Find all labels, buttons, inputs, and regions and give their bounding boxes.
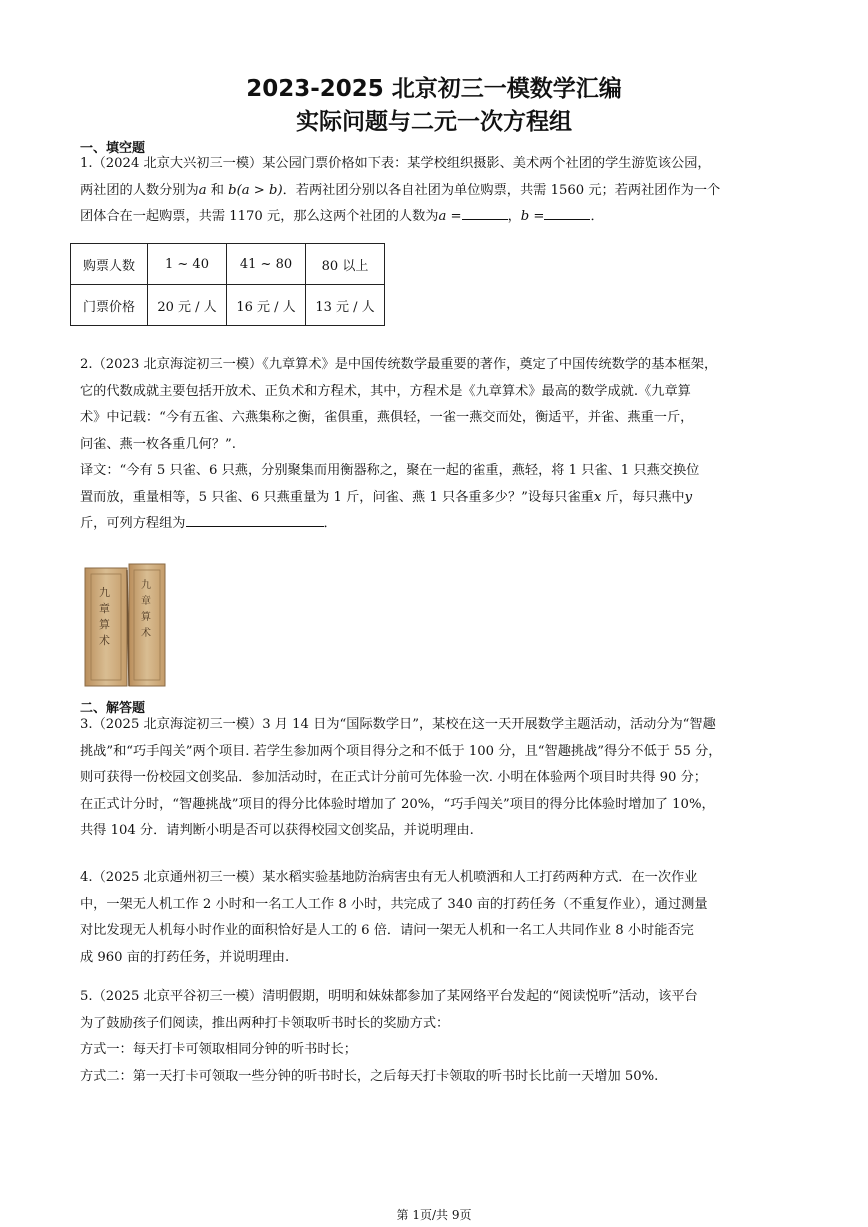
q3-line: 挑战”和“巧手闯关”两个项目. 若学生参加两个项目得分之和不低于 100 分，且“智趣挑战”得分不低于 55 分， (80, 743, 722, 759)
page-footer: 第 1页/共 9页 (396, 1208, 472, 1222)
book-image (83, 562, 167, 690)
table-header-cell: 门票价格 (71, 285, 148, 326)
section-heading-fill-blank: 一、填空题 (80, 141, 146, 156)
q5-line: 5.（2025 北京平谷初三一模）清明假期，明明和妹妹都参加了某网络平台发起的“阅读悦听”活动，该平台 (80, 989, 698, 1004)
q2-line: 2.（2023 北京海淀初三一模）《九章算术》是中国传统数学最重要的著作，奠定了中国传统数学的基本框架， (80, 357, 718, 372)
svg-text:章: 章 (99, 602, 110, 615)
q5-line: 为了鼓励孩子们阅读，推出两种打卡领取听书时长的奖励方式： (80, 1015, 450, 1031)
page-title: 2023-2025 北京初三一模数学汇编 (246, 76, 622, 102)
q3-line: 则可获得一份校园文创奖品．参加活动时，在正式计分前可先体验一次. 小明在体验两个项目时共得 90 分； (80, 770, 707, 785)
svg-text:算: 算 (141, 612, 151, 623)
q4-line: 4.（2025 北京通州初三一模）某水稻实验基地防治病害虫有无人机喷洒和人工打药两种方式．在一次作业 (80, 870, 698, 885)
section-heading-answer: 二、解答题 (80, 701, 146, 716)
svg-text:九: 九 (99, 586, 110, 599)
table-cell: 1 ~ 40 (148, 244, 227, 285)
q4-line: 成 960 亩的打药任务，并说明理由. (80, 949, 290, 965)
table-cell: 20 元 / 人 (148, 285, 227, 326)
question-3 (80, 712, 792, 845)
question-5 (80, 984, 792, 1090)
table-cell: 80 以上 (306, 244, 385, 285)
answer-blank-equation (186, 512, 324, 527)
q4-line: 对比发现无人机每小时作业的面积恰好是人工的 6 倍．请问一架无人机和一名工人共同作业 8 小时能否完 (80, 923, 694, 938)
q2-line: 术》中记载：“今有五雀、六燕集称之衡，雀俱重，燕俱轻，一雀一燕交而处，衡适平，并雀、燕重一斤， (80, 410, 694, 425)
table-header-cell: 购票人数 (71, 244, 148, 285)
q2-line: 斤，可列方程组为 ． (80, 511, 792, 538)
question-4 (80, 865, 792, 971)
q3-line: 在正式计分时，“智趣挑战”项目的得分比体验时增加了 20%，“巧手闯关”项目的得分比体验时增加了 10%， (80, 796, 715, 812)
q3-line: 共得 104 分．请判断小明是否可以获得校园文创奖品，并说明理由. (80, 823, 474, 838)
ticket-price-table (70, 243, 385, 326)
q1-line: 团体合在一起购票，共需 1170 元，那么这两个社团的人数为a = ，b = ． (80, 204, 792, 231)
q2-line: 译文：“今有 5 只雀、6 只燕，分别聚集而用衡器称之，聚在一起的雀重，燕轻，将 1 只雀、1 只燕交换位 (80, 463, 700, 478)
q1-line: 两社团的人数分别为a 和 b(a > b)．若两社团分别以各自社团为单位购票，共需 1560 元；若两社团作为一个 (80, 182, 721, 198)
svg-text:术: 术 (141, 628, 151, 639)
question-1 (80, 151, 792, 231)
svg-text:九: 九 (141, 580, 151, 591)
table-cell: 13 元 / 人 (306, 285, 385, 326)
table-row (71, 285, 385, 326)
svg-text:算: 算 (99, 618, 110, 631)
q2-line: 置而放，重量相等，5 只雀、6 只燕重量为 1 斤，问雀、燕 1 只各重多少？”设每只雀重x 斤，每只燕中y (80, 489, 693, 505)
q4-line: 中，一架无人机工作 2 小时和一名工人工作 8 小时，共完成了 340 亩的打药任务（不重复作业），通过测量 (80, 896, 708, 912)
table-cell: 41 ~ 80 (227, 244, 306, 285)
q2-line: 它的代数成就主要包括开放术、正负术和方程术，其中，方程术是《九章算术》最高的数学成就.《九章算 (80, 383, 691, 399)
answer-blank-a (462, 205, 508, 220)
q2-line: 问雀、燕一枚各重几何？”. (80, 436, 236, 452)
q1-line: 1.（2024 北京大兴初三一模）某公园门票价格如下表：某学校组织摄影、美术两个社团的学生游览该公园， (80, 156, 711, 171)
q5-line: 方式二：第一天打卡可领取一些分钟的听书时长，之后每天打卡领取的听书时长比前一天增加 50%. (80, 1068, 659, 1084)
answer-blank-b (544, 205, 590, 220)
table-row (71, 244, 385, 285)
page-subtitle: 实际问题与二元一次方程组 (296, 109, 572, 135)
svg-text:术: 术 (99, 634, 110, 647)
table-cell: 16 元 / 人 (227, 285, 306, 326)
q3-line: 3.（2025 北京海淀初三一模）3 月 14 日为“国际数学日”，某校在这一天开展数学主题活动，活动分为“智趣 (80, 717, 716, 732)
svg-text:章: 章 (141, 596, 151, 607)
q5-line: 方式一：每天打卡可领取相同分钟的听书时长； (80, 1042, 357, 1057)
question-2 (80, 352, 792, 538)
